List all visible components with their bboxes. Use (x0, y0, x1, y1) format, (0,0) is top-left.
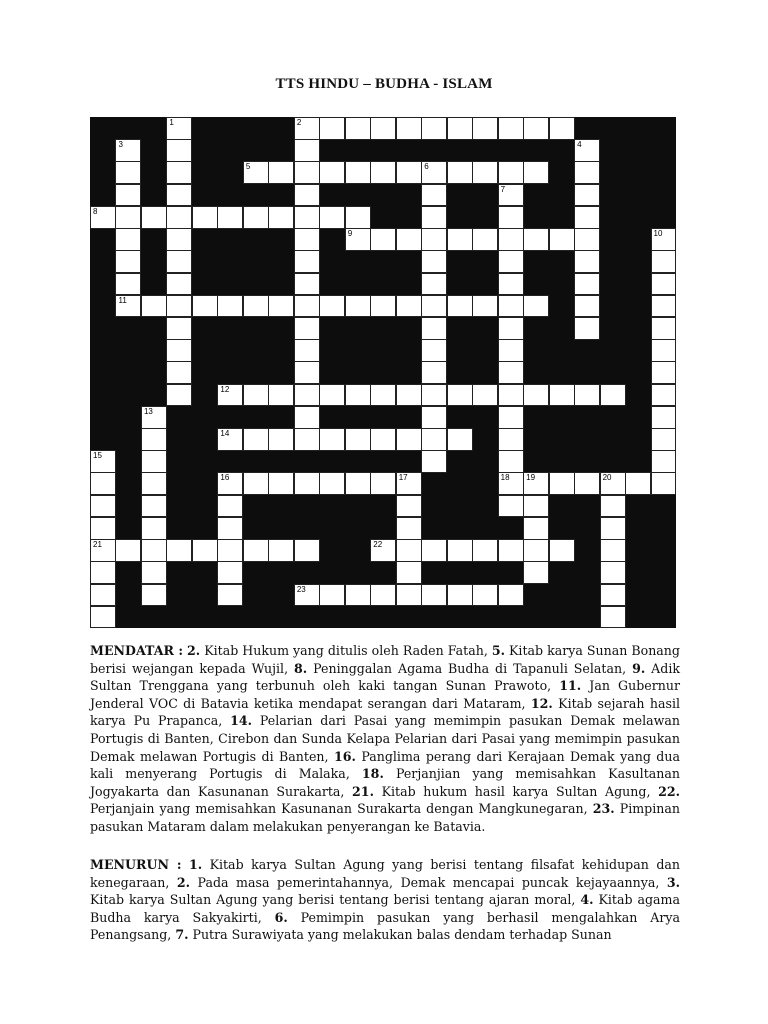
grid-cell[interactable] (345, 384, 371, 407)
grid-cell[interactable] (421, 206, 447, 229)
grid-cell[interactable] (421, 406, 447, 429)
grid-cell[interactable] (166, 161, 192, 184)
grid-cell[interactable] (166, 295, 192, 318)
grid-cell[interactable] (166, 384, 192, 407)
grid-cell[interactable] (523, 161, 549, 184)
clue-number: 21. (352, 783, 374, 799)
grid-cell[interactable] (421, 184, 447, 207)
grid-cell[interactable] (370, 117, 396, 140)
grid-cell[interactable] (498, 450, 524, 473)
clue-number: 5 (245, 162, 251, 172)
clue-number: 5. (491, 643, 505, 658)
grid-cell[interactable] (472, 117, 498, 140)
grid-cell[interactable] (90, 472, 116, 495)
clue-number: 3 (118, 140, 123, 150)
grid-cell[interactable] (217, 584, 243, 607)
grid-cell[interactable] (345, 295, 371, 318)
clue-text: Perjanjain yang memisahkan Kasunanan Surakarta dengan Mangkunegaran, (90, 801, 593, 817)
grid-cell[interactable] (549, 228, 575, 251)
clue-number: 2. (187, 643, 201, 658)
grid-cell[interactable] (217, 206, 243, 229)
clue-number: 12. (530, 695, 553, 711)
clue-text: Adik Sultan Trenggana yang terbunuh oleh kaki tangan Sunan Prawoto, (90, 660, 680, 694)
grid-cell[interactable] (472, 295, 498, 318)
grid-cell[interactable] (549, 472, 575, 495)
grid-cell[interactable] (498, 472, 524, 495)
grid-cell[interactable] (243, 206, 269, 229)
grid-cell[interactable] (498, 184, 524, 207)
grid-cell[interactable] (319, 384, 345, 407)
clue-number: 17 (398, 473, 408, 483)
grid-cell[interactable] (192, 539, 218, 562)
clue-number: 19 (526, 473, 536, 483)
clue-text: Kitab karya Sultan Agung yang berisi tentang berisi tentang ajaran moral, (90, 892, 581, 908)
grid-cell[interactable] (294, 406, 320, 429)
grid-cell[interactable] (498, 539, 524, 562)
clue-number: 1 (169, 118, 174, 127)
clue-number: 21 (93, 540, 102, 550)
clue-number: 6. (274, 909, 288, 925)
grid-cell[interactable] (574, 317, 600, 340)
clue-text: Jan Gubernur Jenderal VOC di Batavia ketika mendapat serangan dari Mataram, (90, 678, 681, 711)
grid-cell[interactable] (294, 117, 320, 140)
grid-cell[interactable] (498, 206, 524, 229)
grid-cell[interactable] (217, 384, 243, 407)
clue-text: Putra Surawiyata yang melakukan balas dendam terhadap Sunan (188, 927, 612, 943)
grid-cell[interactable] (166, 273, 192, 296)
clue-heading: MENURUN : (90, 857, 182, 872)
grid-cell[interactable] (115, 273, 141, 296)
grid-cell[interactable] (370, 584, 396, 607)
grid-cell[interactable] (166, 539, 192, 562)
grid-cell[interactable] (294, 361, 320, 384)
grid-cell[interactable] (115, 206, 141, 229)
grid-cell[interactable] (243, 428, 269, 451)
grid-cell[interactable] (115, 161, 141, 184)
grid-cell[interactable] (243, 161, 269, 184)
clue-text: Pimpinan pasukan Mataram dalam melakukan penyerangan ke Batavia. (90, 801, 680, 834)
grid-cell[interactable] (574, 472, 600, 495)
grid-cell[interactable] (192, 295, 218, 318)
grid-cell[interactable] (370, 428, 396, 451)
clue-number: 20 (602, 473, 612, 483)
grid-cell[interactable] (549, 384, 575, 407)
grid-cell[interactable] (294, 339, 320, 362)
grid-cell[interactable] (421, 117, 447, 140)
grid-cell[interactable] (141, 539, 167, 562)
grid-cell[interactable] (345, 228, 371, 251)
grid-cell[interactable] (498, 339, 524, 362)
grid-cell[interactable] (447, 539, 473, 562)
grid-cell[interactable] (421, 361, 447, 384)
clue-number: 2. (176, 874, 191, 890)
grid-cell[interactable] (447, 584, 473, 607)
grid-cell[interactable] (294, 295, 320, 318)
grid-cell[interactable] (574, 139, 600, 162)
grid-cell[interactable] (574, 384, 600, 407)
clue-text: Pada masa pemerintahannya, Demak mencapai puncak kejayaannya, (190, 874, 667, 890)
grid-cell[interactable] (345, 206, 371, 229)
clue-number: 9. (632, 660, 646, 676)
grid-cell[interactable] (472, 384, 498, 407)
clue-number: 7 (500, 184, 506, 194)
grid-cell[interactable] (651, 228, 677, 251)
grid-cell[interactable] (141, 584, 167, 607)
grid-cell[interactable] (141, 295, 167, 318)
clue-number: 3. (666, 874, 680, 890)
grid-cell[interactable] (370, 161, 396, 184)
grid-cell[interactable] (294, 584, 320, 607)
grid-cell[interactable] (294, 250, 320, 273)
grid-cell[interactable] (523, 117, 549, 140)
clue-text: Pelarian dari Pasai yang memimpin pasukan Demak melawan Portugis di Banten, Cirebon dan Sunda Kelapa Pelarian dari Pasai yang memimpin pasukan Demak melawan Portugis di Banten, (90, 713, 681, 764)
clue-text: Kitab agama Budha karya Sakyakirti, (90, 892, 680, 925)
grid-cell[interactable] (651, 406, 677, 429)
clue-text: Pemimpin pasukan yang berhasil mengalahkan Arya Penangsang, (90, 909, 680, 943)
grid-cell[interactable] (294, 539, 320, 562)
grid-cell[interactable] (498, 361, 524, 384)
grid-cell[interactable] (294, 273, 320, 296)
grid-cell[interactable] (600, 561, 626, 584)
grid-cell[interactable] (166, 317, 192, 340)
clue-number: 18. (361, 766, 384, 782)
grid-cell[interactable] (141, 561, 167, 584)
clue-number: 12 (220, 384, 230, 394)
grid-cell[interactable] (421, 584, 447, 607)
clue-text: Kitab sejarah hasil karya Pu Prapanca, (90, 695, 680, 729)
grid-cell[interactable] (447, 161, 473, 184)
grid-cell[interactable] (268, 295, 294, 318)
clue-number: 6 (424, 162, 429, 172)
clue-number: 4 (577, 140, 582, 150)
grid-cell[interactable] (243, 539, 269, 562)
grid-cell[interactable] (447, 428, 473, 451)
grid-cell[interactable] (141, 495, 167, 518)
grid-cell[interactable] (472, 584, 498, 607)
grid-cell[interactable] (141, 406, 167, 429)
grid-cell[interactable] (574, 228, 600, 251)
clues-mendatar (90, 642, 680, 836)
grid-cell[interactable] (90, 450, 116, 473)
grid-cell[interactable] (345, 117, 371, 140)
grid-cell[interactable] (90, 206, 116, 229)
grid-cell[interactable] (421, 384, 447, 407)
grid-cell[interactable] (268, 161, 294, 184)
grid-cell[interactable] (166, 117, 192, 140)
clue-number: 14 (220, 429, 230, 439)
clue-number: 22. (658, 783, 681, 799)
grid-cell[interactable] (498, 495, 524, 518)
grid-cell[interactable] (651, 384, 677, 407)
grid-cell[interactable] (447, 295, 473, 318)
clue-number: 23 (296, 584, 306, 594)
clues-menurun (90, 856, 680, 944)
grid-cell[interactable] (574, 273, 600, 296)
grid-cell[interactable] (498, 584, 524, 607)
grid-cell[interactable] (396, 161, 422, 184)
grid-cell[interactable] (345, 584, 371, 607)
clue-number: 13 (143, 406, 153, 416)
grid-cell[interactable] (523, 384, 549, 407)
clue-number: 2 (296, 118, 302, 127)
grid-cell[interactable] (268, 428, 294, 451)
clue-number: 14. (230, 713, 253, 729)
clue-number: 16 (220, 473, 230, 483)
grid-cell[interactable] (574, 250, 600, 273)
grid-cell[interactable] (90, 495, 116, 518)
grid-cell[interactable] (345, 472, 371, 495)
grid-cell[interactable] (217, 517, 243, 540)
grid-cell[interactable] (166, 250, 192, 273)
page-title: TTS HINDU – BUDHA - ISLAM (275, 76, 493, 92)
grid-cell[interactable] (651, 317, 677, 340)
grid-cell[interactable] (243, 295, 269, 318)
grid-cell[interactable] (498, 228, 524, 251)
grid-cell[interactable] (268, 384, 294, 407)
grid-cell[interactable] (625, 472, 651, 495)
grid-cell[interactable] (90, 539, 116, 562)
grid-cell[interactable] (370, 472, 396, 495)
grid-cell[interactable] (90, 517, 116, 540)
grid-cell[interactable] (600, 495, 626, 518)
grid-cell[interactable] (294, 228, 320, 251)
grid-cell[interactable] (600, 384, 626, 407)
grid-cell[interactable] (421, 228, 447, 251)
grid-cell[interactable] (651, 361, 677, 384)
grid-cell[interactable] (319, 161, 345, 184)
grid-cell[interactable] (294, 428, 320, 451)
grid-cell[interactable] (396, 472, 422, 495)
grid-cell[interactable] (549, 117, 575, 140)
grid-cell[interactable] (651, 339, 677, 362)
grid-cell[interactable] (90, 606, 116, 629)
clue-number: 4. (580, 892, 594, 908)
grid-cell[interactable] (396, 384, 422, 407)
grid-cell[interactable] (396, 539, 422, 562)
grid-cell[interactable] (115, 139, 141, 162)
grid-cell[interactable] (498, 250, 524, 273)
grid-cell[interactable] (498, 428, 524, 451)
grid-cell[interactable] (421, 428, 447, 451)
grid-cell[interactable] (523, 517, 549, 540)
grid-cell[interactable] (370, 384, 396, 407)
grid-cell[interactable] (523, 472, 549, 495)
grid-cell[interactable] (396, 117, 422, 140)
clue-number: 22 (373, 540, 383, 550)
clue-number: 8. (294, 660, 308, 676)
grid-cell[interactable] (600, 539, 626, 562)
clue-number: 16. (333, 748, 356, 764)
grid-cell[interactable] (523, 495, 549, 518)
grid-cell[interactable] (294, 206, 320, 229)
grid-cell[interactable] (115, 228, 141, 251)
clue-text: Kitab karya Sunan Bonang berisi wejangan kepada Wujil, (90, 643, 680, 676)
grid-cell[interactable] (600, 472, 626, 495)
grid-cell[interactable] (421, 161, 447, 184)
grid-cell[interactable] (319, 584, 345, 607)
grid-cell[interactable] (574, 161, 600, 184)
grid-cell[interactable] (268, 206, 294, 229)
clue-number: 9 (347, 229, 353, 239)
grid-cell[interactable] (90, 561, 116, 584)
grid-cell[interactable] (574, 184, 600, 207)
clue-text: Perjanjian yang memisahkan Kasultanan Jogyakarta dan Kasunanan Surakarta, (90, 766, 680, 799)
grid-cell[interactable] (600, 606, 626, 629)
grid-cell[interactable] (472, 161, 498, 184)
clue-number: 1. (188, 857, 203, 872)
grid-cell[interactable] (498, 273, 524, 296)
grid-cell[interactable] (243, 384, 269, 407)
grid-cell[interactable] (472, 539, 498, 562)
grid-cell[interactable] (600, 517, 626, 540)
grid-cell[interactable] (294, 161, 320, 184)
grid-cell[interactable] (421, 250, 447, 273)
grid-cell[interactable] (651, 472, 677, 495)
clue-text: Panglima perang dari Kerajaan Demak yang dua kali menyerang Portugis di Malaka, (90, 748, 680, 782)
grid-cell[interactable] (396, 517, 422, 540)
grid-cell[interactable] (498, 317, 524, 340)
grid-cell[interactable] (447, 117, 473, 140)
grid-cell[interactable] (115, 250, 141, 273)
grid-cell[interactable] (319, 295, 345, 318)
grid-cell[interactable] (600, 584, 626, 607)
crossword-grid (90, 117, 676, 628)
grid-cell[interactable] (523, 561, 549, 584)
grid-cell[interactable] (447, 228, 473, 251)
grid-cell[interactable] (166, 228, 192, 251)
clue-text: Kitab Hukum yang ditulis oleh Raden Fatah, (200, 643, 492, 658)
clue-number: 7. (175, 927, 189, 943)
clue-heading: MENDATAR : (90, 643, 184, 658)
grid-cell[interactable] (319, 117, 345, 140)
grid-cell[interactable] (294, 184, 320, 207)
grid-cell[interactable] (345, 161, 371, 184)
grid-cell[interactable] (319, 472, 345, 495)
grid-cell[interactable] (217, 561, 243, 584)
grid-cell[interactable] (141, 517, 167, 540)
grid-cell[interactable] (115, 539, 141, 562)
grid-cell[interactable] (421, 295, 447, 318)
grid-cell[interactable] (166, 339, 192, 362)
grid-cell[interactable] (90, 584, 116, 607)
grid-cell[interactable] (396, 228, 422, 251)
grid-cell[interactable] (421, 317, 447, 340)
clue-text: Peninggalan Agama Budha di Tapanuli Selatan, (307, 660, 633, 676)
grid-cell[interactable] (421, 450, 447, 473)
grid-cell[interactable] (396, 561, 422, 584)
grid-cell[interactable] (421, 339, 447, 362)
grid-cell[interactable] (498, 295, 524, 318)
grid-cell[interactable] (294, 472, 320, 495)
grid-cell[interactable] (498, 117, 524, 140)
grid-cell[interactable] (115, 184, 141, 207)
grid-cell[interactable] (472, 228, 498, 251)
grid-cell[interactable] (396, 584, 422, 607)
clue-number: 10 (653, 229, 663, 239)
grid-cell[interactable] (651, 428, 677, 451)
grid-cell[interactable] (523, 539, 549, 562)
grid-cell[interactable] (396, 295, 422, 318)
grid-cell[interactable] (294, 317, 320, 340)
grid-cell[interactable] (217, 472, 243, 495)
clue-number: 23. (592, 801, 615, 817)
grid-cell[interactable] (574, 295, 600, 318)
grid-cell[interactable] (651, 450, 677, 473)
grid-cell[interactable] (396, 495, 422, 518)
clue-text: Kitab karya Sultan Agung yang berisi tentang filsafat kehidupan dan kenegaraan, (90, 857, 680, 890)
clue-number: 15 (93, 451, 102, 461)
clue-number: 11. (559, 678, 582, 694)
grid-cell[interactable] (523, 228, 549, 251)
grid-cell[interactable] (115, 295, 141, 318)
grid-cell[interactable] (523, 295, 549, 318)
grid-cell[interactable] (166, 139, 192, 162)
grid-cell[interactable] (498, 406, 524, 429)
grid-cell[interactable] (549, 539, 575, 562)
grid-cell[interactable] (268, 472, 294, 495)
grid-cell[interactable] (294, 384, 320, 407)
clue-number: 18 (500, 473, 510, 483)
grid-cell[interactable] (217, 295, 243, 318)
grid-cell[interactable] (141, 206, 167, 229)
grid-cell[interactable] (421, 273, 447, 296)
grid-cell[interactable] (345, 428, 371, 451)
grid-cell[interactable] (192, 206, 218, 229)
grid-cell[interactable] (421, 539, 447, 562)
grid-cell[interactable] (651, 273, 677, 296)
grid-cell[interactable] (217, 428, 243, 451)
grid-cell[interactable] (141, 428, 167, 451)
grid-cell[interactable] (651, 250, 677, 273)
grid-cell[interactable] (319, 428, 345, 451)
grid-cell[interactable] (651, 295, 677, 318)
grid-cell[interactable] (217, 539, 243, 562)
grid-cell[interactable] (243, 472, 269, 495)
grid-cell[interactable] (217, 495, 243, 518)
grid-cell[interactable] (370, 228, 396, 251)
grid-cell[interactable] (370, 539, 396, 562)
grid-cell[interactable] (166, 184, 192, 207)
grid-cell[interactable] (319, 206, 345, 229)
grid-cell[interactable] (370, 295, 396, 318)
grid-cell[interactable] (498, 384, 524, 407)
grid-cell[interactable] (166, 206, 192, 229)
clue-number: 11 (118, 295, 127, 305)
grid-cell[interactable] (294, 139, 320, 162)
grid-cell[interactable] (498, 161, 524, 184)
grid-cell[interactable] (166, 361, 192, 384)
clue-text: Kitab hukum hasil karya Sultan Agung, (373, 783, 659, 799)
clue-number: 8 (93, 206, 98, 216)
grid-cell[interactable] (574, 206, 600, 229)
grid-cell[interactable] (268, 539, 294, 562)
grid-cell[interactable] (141, 472, 167, 495)
grid-cell[interactable] (141, 450, 167, 473)
grid-cell[interactable] (396, 428, 422, 451)
grid-cell[interactable] (447, 384, 473, 407)
